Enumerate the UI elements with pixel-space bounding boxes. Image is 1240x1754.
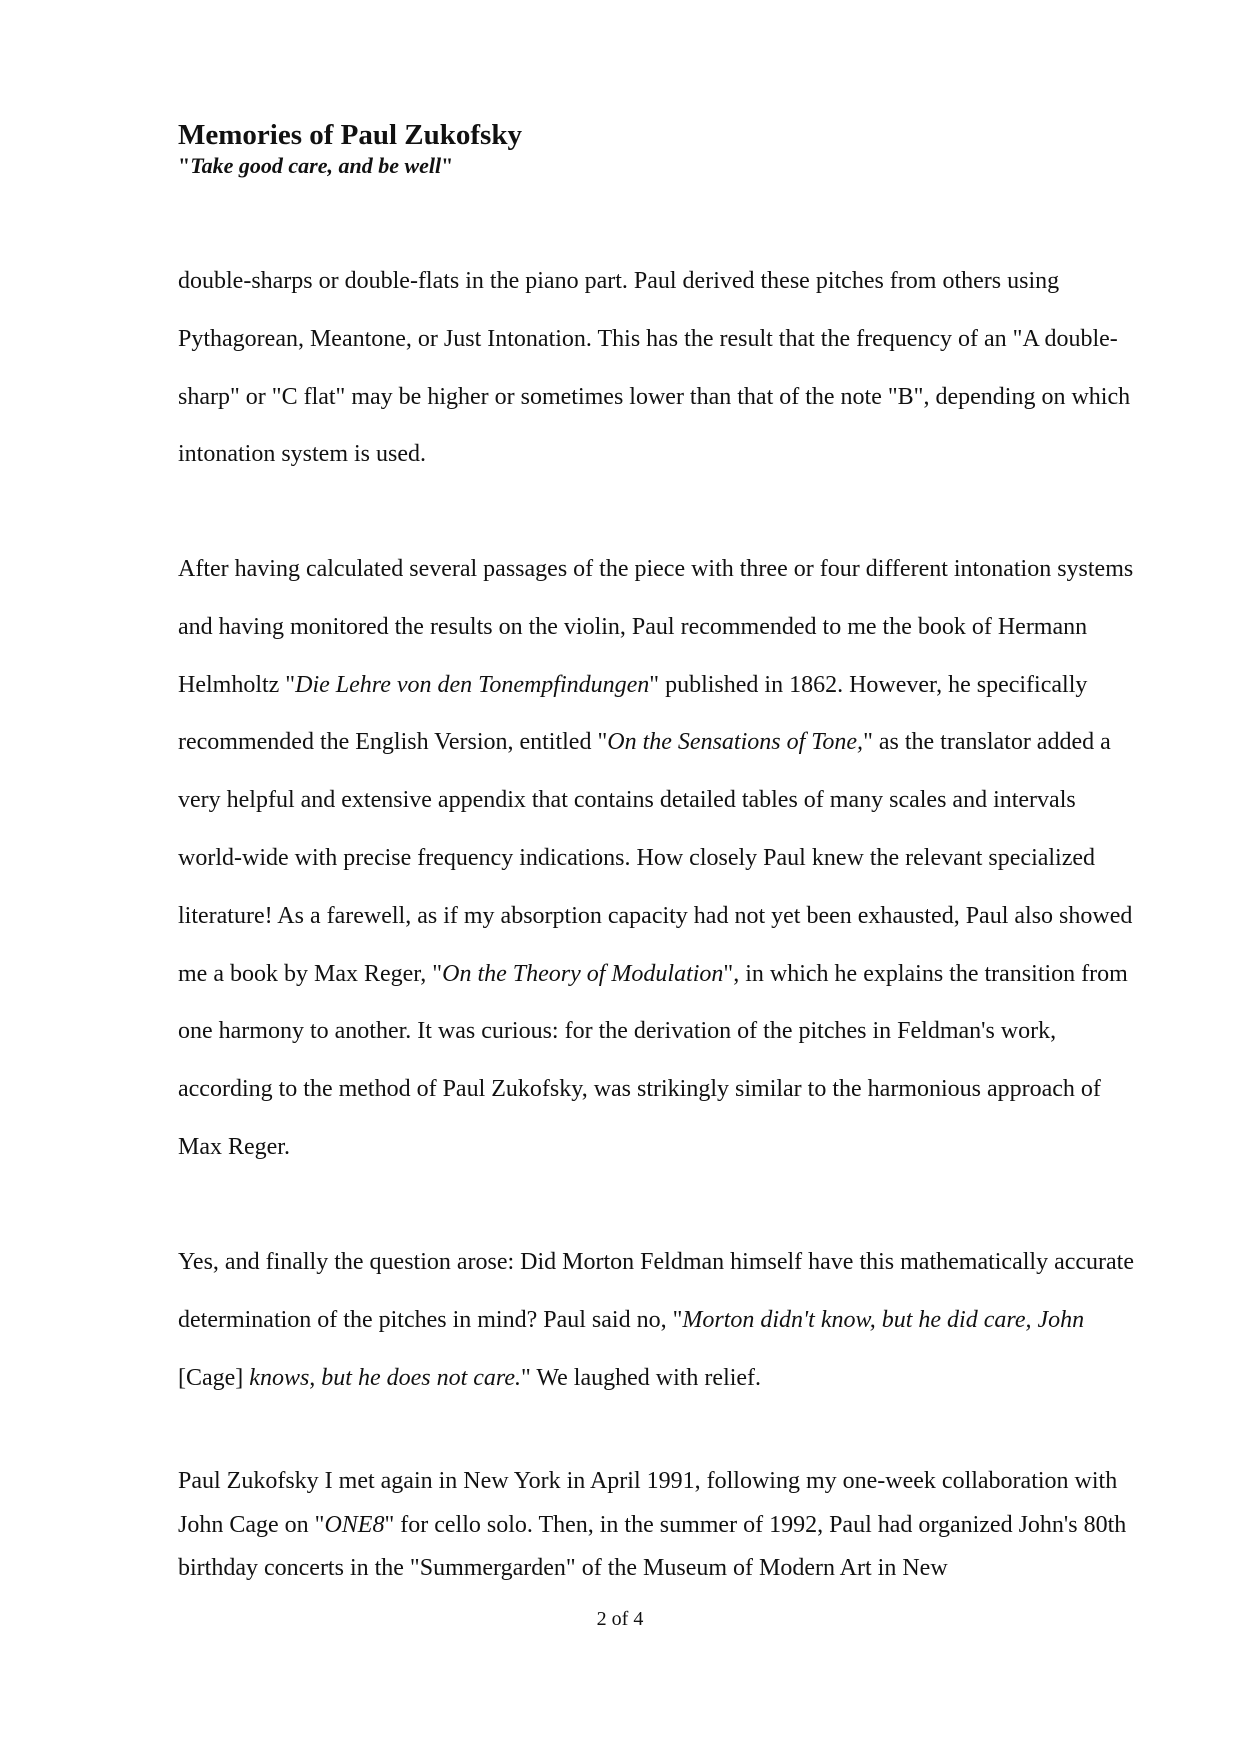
subtitle-close-quote: " [441,153,454,178]
paragraph-1: double-sharps or double-flats in the piano part. Paul derived these pitches from others using Pythagorean, Meantone, or Just Intonation. This has the result that the frequency of an "A double-sharp" or "C flat" may be higher or sometimes lower than that of the note "B", depending on which intonation system is used. [178,268,1131,468]
p2-text-3: " as the translator added a very helpful and extensive appendix that contains detailed tables of many scales and intervals world-wide with precise frequency indications. How closely Paul knew the relevant specialized literature! As a farewell, as if my absorption capacity had not yet been exhausted, Paul also showed me a book by Max Reger, " [178,729,1133,987]
p3-text-2: [Cage] [178,1364,250,1391]
p3-text-1: Yes, and finally the question arose: Did Morton Feldman himself have this mathematically accurate determination of the pitches in mind? Paul said no, " [178,1249,1134,1333]
p4-text-1: Paul Zukofsky I met again in New York in April 1991, following my one-week collaboration with John Cage on " [178,1468,1118,1538]
p2-book-title-reger: On the Theory of Modulation [442,960,724,987]
p3-quote-part-1: Morton didn't know, but he did care, John [682,1306,1085,1333]
p3-text-3: " We laughed with relief. [521,1364,762,1391]
document-subtitle [178,152,522,180]
p3-quote-part-2: knows, but he does not care. [249,1364,522,1391]
paragraph-4 [178,1460,1138,1591]
document-title: Memories of Paul Zukofsky [178,119,522,151]
document-header [178,118,522,180]
p2-text-1: After having calculated several passages of the piece with three or four different intonation systems and having monitored the results on the violin, Paul recommended to me the book of Hermann Helmholtz " [178,556,1134,698]
paragraph-2 [178,541,1138,1177]
p2-text-4: ", in which he explains the transition from one harmony to another. It was curious: for the derivation of the pitches in Feldman's work, according to the method of Paul Zukofsky, was strikingly similar to the harmonious approach of Max Reger. [178,960,1128,1160]
p2-book-title-english: On the Sensations of Tone, [607,729,864,756]
p2-book-title-german: Die Lehre von den Tonempfindungen [295,671,650,698]
p4-text-2: " for cello solo. Then, in the summer of 1992, Paul had organized John's 80th birthday concerts in the "Summergarden" of the Museum of Modern Art in New [178,1511,1127,1581]
page-number: 2 of 4 [596,1608,644,1630]
subtitle-text: Take good care, and be well [190,153,442,178]
p2-text-2: " published in 1862. However, he specifically recommended the English Version, entitled " [178,671,1088,756]
paragraph-3 [178,1234,1138,1407]
p4-work-title: ONE8 [324,1511,385,1538]
subtitle-open-quote: " [178,153,191,178]
